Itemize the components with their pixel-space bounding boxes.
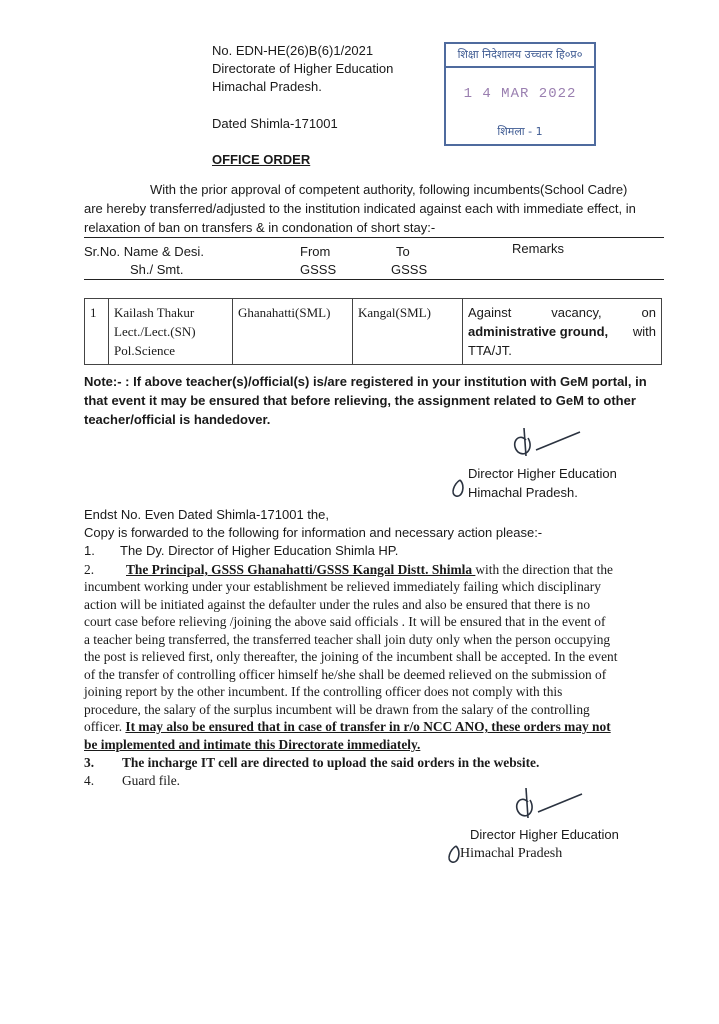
remarks-word-c: on [641,305,656,320]
intro-line-1: With the prior approval of competent authority, following incumbents(School Cadre) [150,182,628,197]
signature2-title: Director Higher Education [470,827,619,842]
cell-srno: 1 [85,299,109,365]
remarks-word-a: Against [468,305,512,320]
copy-item-2-line-6: the post is relieved first, only thereafter, the joining of the incumbent shall be accepted. In the event [84,649,618,664]
principal-addressee: The Principal, GSSS Ghanahatti/GSSS Kangal Distt. Shimla [126,562,476,577]
dated-line: Dated Shimla-171001 [212,116,338,131]
copy-item-3-number: 3. [84,755,95,770]
remarks-word-d: administrative ground, [468,324,609,339]
transfer-table [84,298,662,365]
copy-item-4-number: 4. [84,773,95,788]
col-from-sub: GSSS [300,262,337,277]
stamp-office: शिक्षा निदेशालय उच्चतर हि०प्र० [446,44,594,68]
copy-item-2-line-1 [84,561,664,579]
copy-item-2-line-9: procedure, the salary of the surplus incumbent will be drawn from the salary of the controlling [84,702,590,717]
copy-item-2-line-2: incumbent working under your establishment be relieved immediately failing which disciplinary [84,579,601,594]
col-to-sub: GSSS [391,262,428,277]
incumbent-subject: Pol.Science [114,343,176,358]
cell-remarks [463,299,662,365]
copy-item-2-line-4: court case before relieving /joining the above said officials . It will be ensured that in the event of [84,614,606,629]
copy-item-1-number: 1. [84,543,95,558]
remarks-line-3: TTA/JT. [468,343,512,358]
col-shsmt: Sh./ Smt. [130,262,184,277]
intro-line-3: relaxation of ban on transfers & in condonation of short stay:- [84,220,436,235]
remarks-word-e: with [632,324,656,339]
note-line-2: that event it may be ensured that before relieving, the assignment related to GeM to other [84,393,636,408]
signature2-state: Himachal Pradesh [460,846,563,861]
page-title: OFFICE ORDER [212,152,311,167]
copy-item-2-line-5: a teacher being transferred, the transferred teacher shall join duty only when the person occupying [84,632,611,647]
note-line-1: Note:- : If above teacher(s)/official(s) is/are registered in your institution with GeM portal, in [84,374,647,389]
copy-item-2-line-10 [84,718,611,736]
remarks-line-1 [468,303,656,322]
copy-item-2-line-3: action will be initiated against the defaulter under the rules and also be ensured that there is no [84,597,591,612]
incumbent-designation: Lect./Lect.(SN) [114,324,196,339]
note-block [84,372,664,429]
endorsement-number: Endst No. Even Dated Shimla-171001 the, [84,507,329,522]
office-name: Directorate of Higher Education [212,61,394,76]
signature1-title: Director Higher Education [468,466,617,481]
item2-text-1: with the direction that the [475,562,613,577]
ncc-instruction-1: It may also be ensured that in case of transfer in r/o NCC ANO, these orders may not [125,719,611,734]
col-remarks: Remarks [512,241,565,256]
col-from: From [300,244,331,259]
col-srno-name: Sr.No. Name & Desi. [84,244,204,259]
copy-item-4-text: Guard file. [122,773,181,788]
cell-name [109,299,233,365]
cell-to: Kangal(SML) [353,299,463,365]
col-to: To [396,244,410,259]
intro-line-2: are hereby transferred/adjusted to the institution indicated against each with immediate effect, in [84,201,636,216]
signature1-state: Himachal Pradesh. [468,485,578,500]
cell-from: Ghanahatti(SML) [233,299,353,365]
copy-item-2-line-7: of the transfer of controlling officer himself he/she shall be deemed relieved on the submission of [84,667,607,682]
copy-item-3-text: The incharge IT cell are directed to upload the said orders in the website. [122,755,540,770]
copy-item-2-line-11: be implemented and intimate this Directorate immediately. [84,737,421,752]
copy-item-1-text: The Dy. Director of Higher Education Shimla HP. [120,543,399,558]
copy-item-2-number: 2. [84,562,95,577]
header-rule-bottom [84,279,664,280]
copy-item-2-line-8: joining report by the other incumbent. If the controlling officer does not comply with this [84,684,563,699]
receipt-stamp [444,42,596,146]
stamp-date: 1 4 MAR 2022 [463,86,577,102]
office-state: Himachal Pradesh. [212,79,322,94]
incumbent-name: Kailash Thakur [114,305,195,320]
header-rule-top [84,237,664,238]
note-line-3: teacher/official is handedover. [84,412,271,427]
remarks-line-2 [468,322,656,341]
remarks-word-b: vacancy, [551,305,602,320]
copy-forwarded-line: Copy is forwarded to the following for information and necessary action please:- [84,525,543,540]
item2-officer-word: officer. [84,719,126,734]
stamp-place: शिमला - 1 [497,125,543,138]
table-row [85,299,662,365]
order-number: No. EDN-HE(26)B(6)1/2021 [212,43,374,58]
